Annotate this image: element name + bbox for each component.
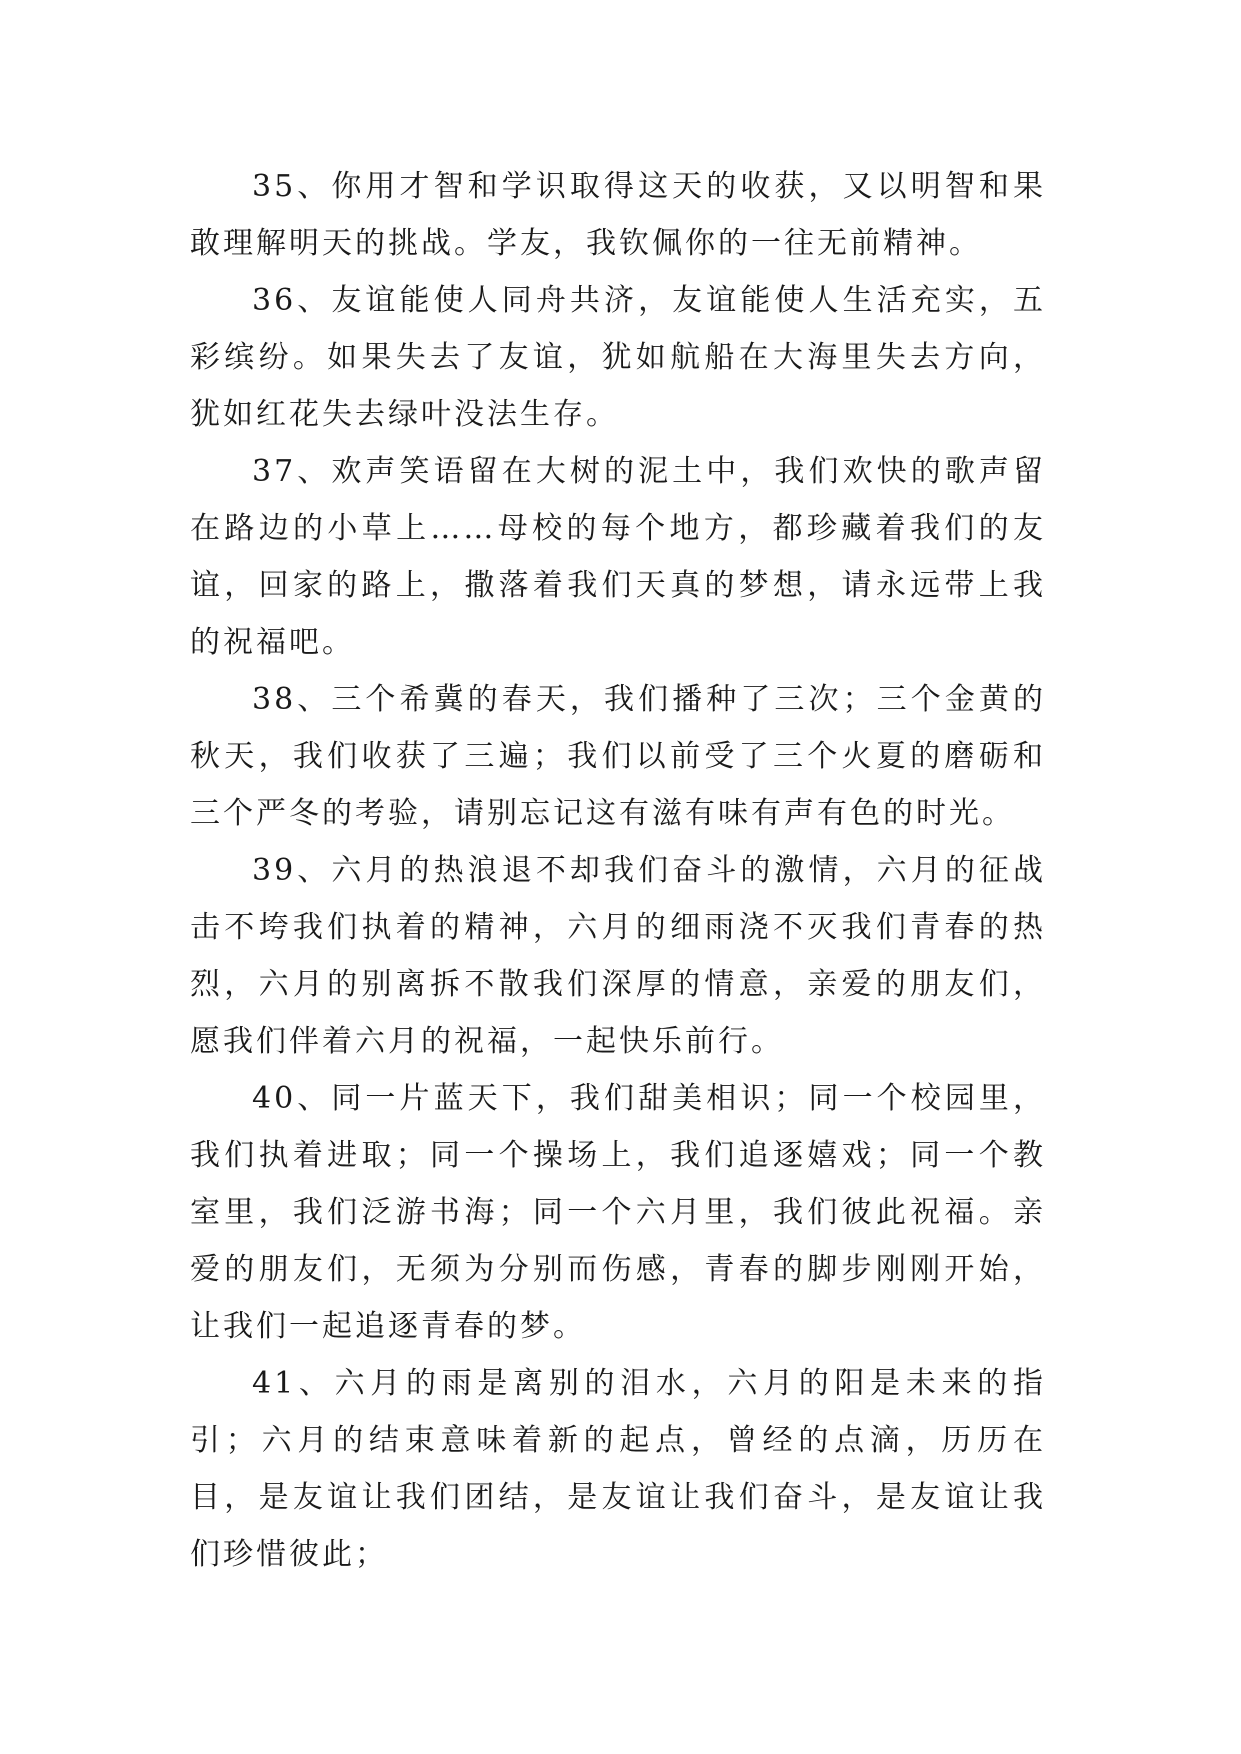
- paragraph-35: 35、你用才智和学识取得这天的收获，又以明智和果敢理解明天的挑战。学友，我钦佩你的一往无前精神。: [190, 169, 1046, 261]
- paragraph-40: 40、同一片蓝天下，我们甜美相识；同一个校园里，我们执着进取；同一个操场上，我们追逐嬉戏；同一个教室里，我们泛游书海；同一个六月里，我们彼此祝福。亲爱的朋友们，无须为分别而伤感，青春的脚步刚刚开始，让我们一起追逐青春的梦。: [190, 1081, 1046, 1344]
- paragraph-41: 41、六月的雨是离别的泪水，六月的阳是未来的指引；六月的结束意味着新的起点，曾经的点滴，历历在目，是友谊让我们团结，是友谊让我们奋斗，是友谊让我们珍惜彼此；: [190, 1366, 1046, 1572]
- paragraph-38: 38、三个希冀的春天，我们播种了三次；三个金黄的秋天，我们收获了三遍；我们以前受了三个火夏的磨砺和三个严冬的考验，请别忘记这有滋有味有声有色的时光。: [190, 682, 1046, 831]
- paragraph-37: 37、欢声笑语留在大树的泥土中，我们欢快的歌声留在路边的小草上……母校的每个地方，都珍藏着我们的友谊，回家的路上，撒落着我们天真的梦想，请永远带上我的祝福吧。: [190, 454, 1046, 660]
- document-body: [190, 158, 1046, 1583]
- paragraph-39: 39、六月的热浪退不却我们奋斗的激情，六月的征战击不垮我们执着的精神，六月的细雨浇不灭我们青春的热烈，六月的别离拆不散我们深厚的情意，亲爱的朋友们，愿我们伴着六月的祝福，一起快乐前行。: [190, 853, 1046, 1059]
- paragraph-36: 36、友谊能使人同舟共济，友谊能使人生活充实，五彩缤纷。如果失去了友谊，犹如航船在大海里失去方向，犹如红花失去绿叶没法生存。: [190, 283, 1046, 432]
